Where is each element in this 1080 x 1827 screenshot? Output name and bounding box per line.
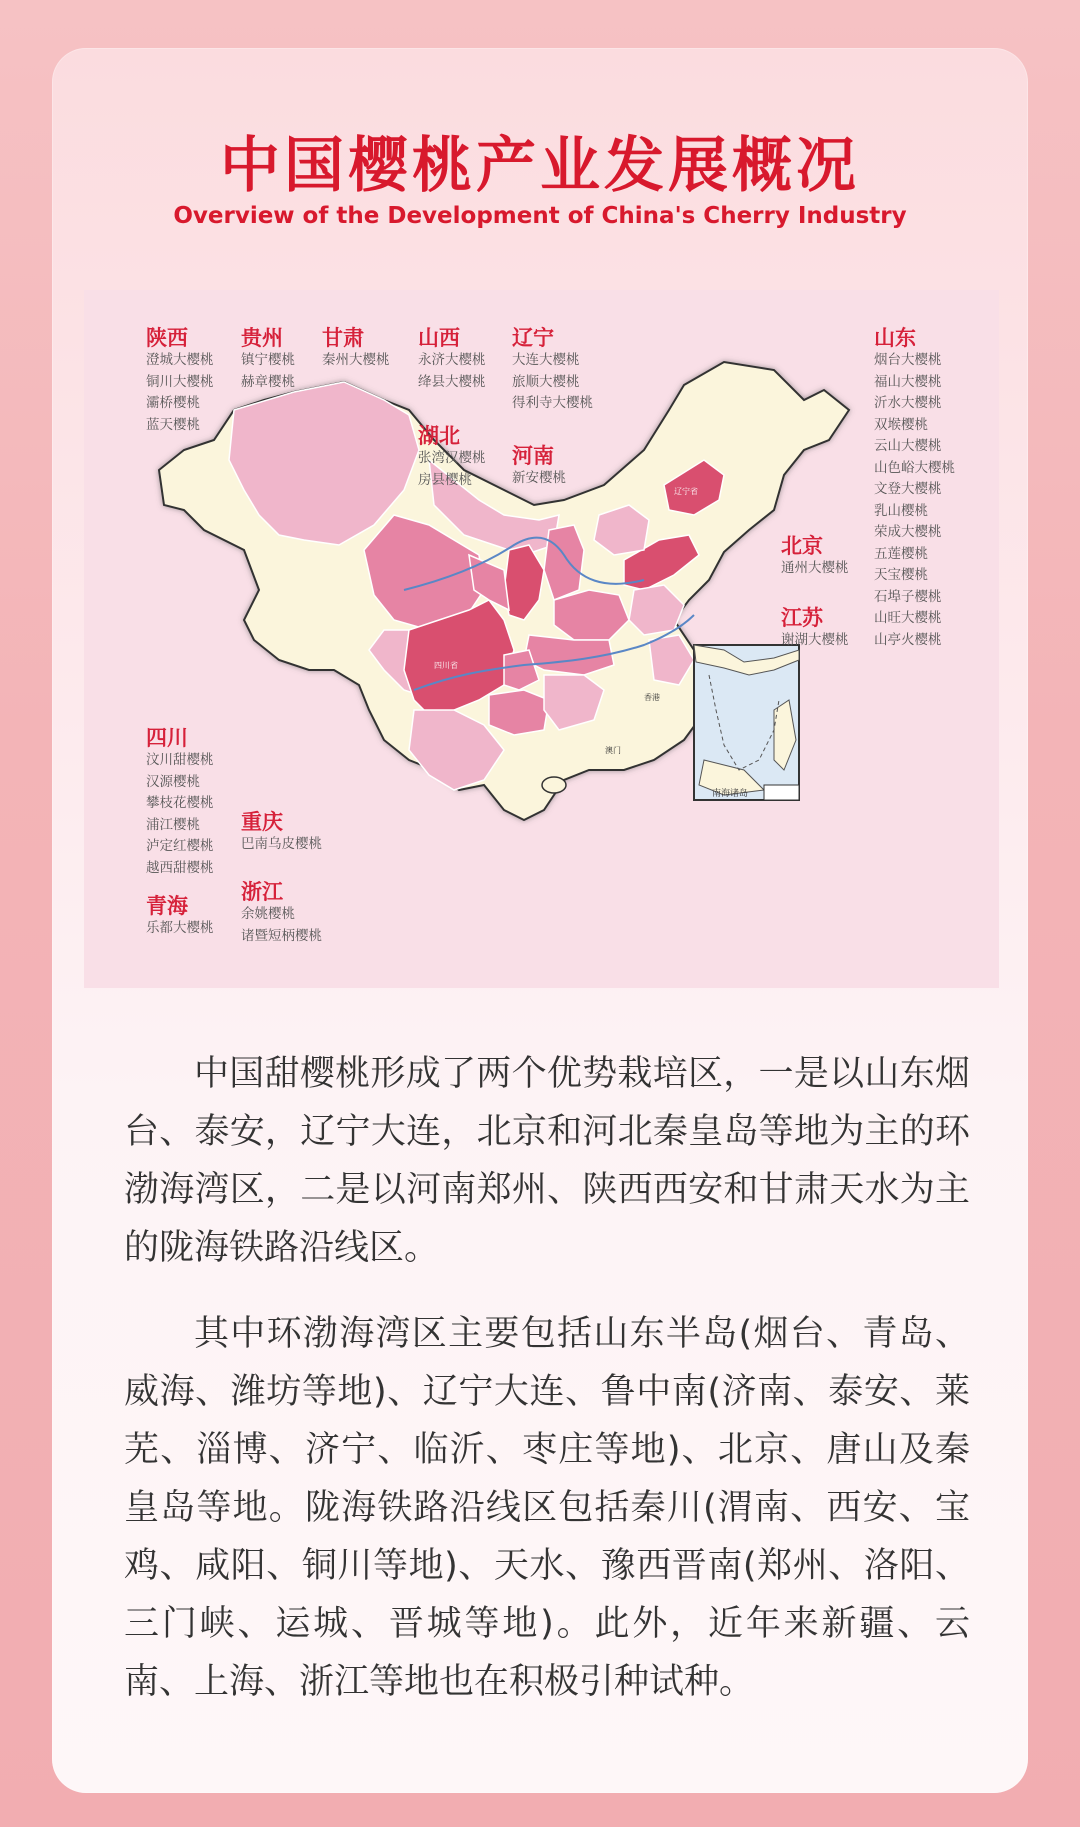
region-list-liaoning — [512, 350, 593, 415]
list-item: 旅顺大樱桃 — [512, 373, 580, 390]
region-title-shandong: 山东 — [874, 326, 916, 350]
list-item: 大连大樱桃 — [512, 352, 580, 368]
list-item: 永济大樱桃 — [418, 352, 486, 368]
region-title-shanxi: 山西 — [418, 326, 460, 350]
list-item: 赫章樱桃 — [241, 373, 295, 390]
region-list-henan — [512, 468, 566, 490]
region-list-beijing — [781, 558, 849, 580]
list-item: 天宝樱桃 — [874, 567, 928, 583]
list-item: 云山大樱桃 — [874, 438, 942, 454]
list-item: 张湾汉樱桃 — [418, 450, 486, 466]
region-list-guizhou — [241, 350, 295, 393]
region-list-shanxi — [418, 350, 486, 393]
region-list-shaanxi — [146, 350, 214, 436]
region-list-jiangsu — [781, 630, 849, 652]
region-list-chongqing — [241, 834, 322, 856]
paragraph-2: 其中环渤海湾区主要包括山东半岛(烟台、青岛、威海、潍坊等地)、辽宁大连、鲁中南(济南、泰安、莱芜、淄博、济宁、临沂、枣庄等地)、北京、唐山及秦皇岛等地。陇海铁路沿线区包括秦川(渭南、西安、宝鸡、咸阳、铜川等地)、天水、豫西晋南(郑州、洛阳、三门峡、运城、晋城等地)。此外，近年来新疆、云南、上海、浙江等地也在积极引种试种。 — [124, 1314, 970, 1702]
list-item: 乐都大樱桃 — [146, 920, 214, 936]
list-item: 乳山樱桃 — [874, 502, 928, 519]
list-item: 秦州大樱桃 — [322, 352, 390, 368]
list-item: 汉源樱桃 — [146, 773, 200, 790]
region-title-gansu: 甘肃 — [322, 326, 364, 350]
list-item: 越西甜樱桃 — [146, 859, 214, 876]
region-list-qinghai — [146, 918, 214, 940]
list-item: 山色峪大樱桃 — [874, 459, 955, 476]
page-subtitle: Overview of the Development of China's Cherry Industry — [173, 203, 907, 229]
inset-label: 南海诸岛 — [712, 789, 749, 799]
list-item: 山旺大樱桃 — [874, 610, 942, 626]
region-title-qinghai: 青海 — [146, 894, 188, 918]
paragraph-1: 中国甜樱桃形成了两个优势栽培区，一是以山东烟台、泰安，辽宁大连，北京和河北秦皇岛等地为主的环渤海湾区，二是以河南郑州、陕西西安和甘肃天水为主的陇海铁路沿线区。 — [124, 1054, 970, 1268]
list-item: 余姚樱桃 — [241, 906, 295, 922]
hk-map-label: 香港 — [644, 693, 660, 702]
map-region-guizhou — [489, 690, 549, 735]
list-item: 房县樱桃 — [418, 471, 472, 488]
region-list-zhejiang — [241, 904, 322, 947]
list-item: 山亭火樱桃 — [874, 631, 942, 648]
region-list-hubei — [418, 448, 486, 491]
list-item: 巴南乌皮樱桃 — [241, 836, 322, 852]
region-title-zhejiang: 浙江 — [241, 880, 283, 904]
list-item: 新安樱桃 — [512, 470, 566, 486]
sichuan-map-label: 四川省 — [434, 661, 458, 670]
hainan-island — [542, 777, 566, 793]
list-item: 灞桥樱桃 — [146, 395, 200, 411]
list-item: 镇宁樱桃 — [241, 352, 295, 368]
region-title-beijing: 北京 — [781, 534, 823, 558]
list-item: 五莲樱桃 — [874, 545, 928, 562]
list-item: 双堠樱桃 — [874, 416, 928, 433]
list-item: 荣成大樱桃 — [874, 524, 942, 540]
liaoning-map-label: 辽宁省 — [674, 487, 698, 496]
list-item: 文登大樱桃 — [874, 481, 942, 497]
map-region-shanxi — [544, 525, 584, 600]
region-title-sichuan: 四川 — [146, 726, 188, 750]
south-china-sea-inset — [694, 645, 799, 800]
list-item: 得利寺大樱桃 — [512, 395, 593, 411]
region-title-hubei: 湖北 — [418, 424, 460, 448]
list-item: 沂水大樱桃 — [874, 395, 942, 411]
list-item: 诸暨短柄樱桃 — [241, 927, 322, 944]
region-list-shandong — [874, 350, 955, 651]
list-item: 泸定红樱桃 — [146, 838, 214, 854]
list-item: 澄城大樱桃 — [146, 352, 214, 368]
list-item: 浦江樱桃 — [146, 816, 200, 833]
region-title-guizhou: 贵州 — [241, 326, 283, 350]
region-title-liaoning: 辽宁 — [512, 326, 554, 350]
list-item: 铜川大樱桃 — [146, 373, 214, 390]
region-title-jiangsu: 江苏 — [781, 606, 823, 630]
list-item: 汶川甜樱桃 — [146, 752, 214, 768]
list-item: 石埠子樱桃 — [874, 588, 942, 605]
list-item: 福山大樱桃 — [874, 373, 942, 390]
list-item: 攀枝花樱桃 — [146, 795, 214, 811]
list-item: 蓝天樱桃 — [146, 416, 200, 433]
macau-map-label: 澳门 — [605, 746, 621, 755]
page-title: 中国樱桃产业发展概况 — [220, 131, 860, 201]
list-item: 烟台大樱桃 — [874, 352, 942, 368]
region-list-sichuan — [146, 750, 214, 879]
list-item: 绛县大樱桃 — [418, 373, 486, 390]
list-item: 谢湖大樱桃 — [781, 632, 849, 648]
region-title-henan: 河南 — [512, 444, 554, 468]
list-item: 通州大樱桃 — [781, 560, 849, 576]
cherry-map-panel — [84, 290, 999, 988]
region-title-shaanxi: 陕西 — [146, 326, 188, 350]
region-title-chongqing: 重庆 — [241, 810, 283, 834]
region-list-gansu — [322, 350, 390, 372]
